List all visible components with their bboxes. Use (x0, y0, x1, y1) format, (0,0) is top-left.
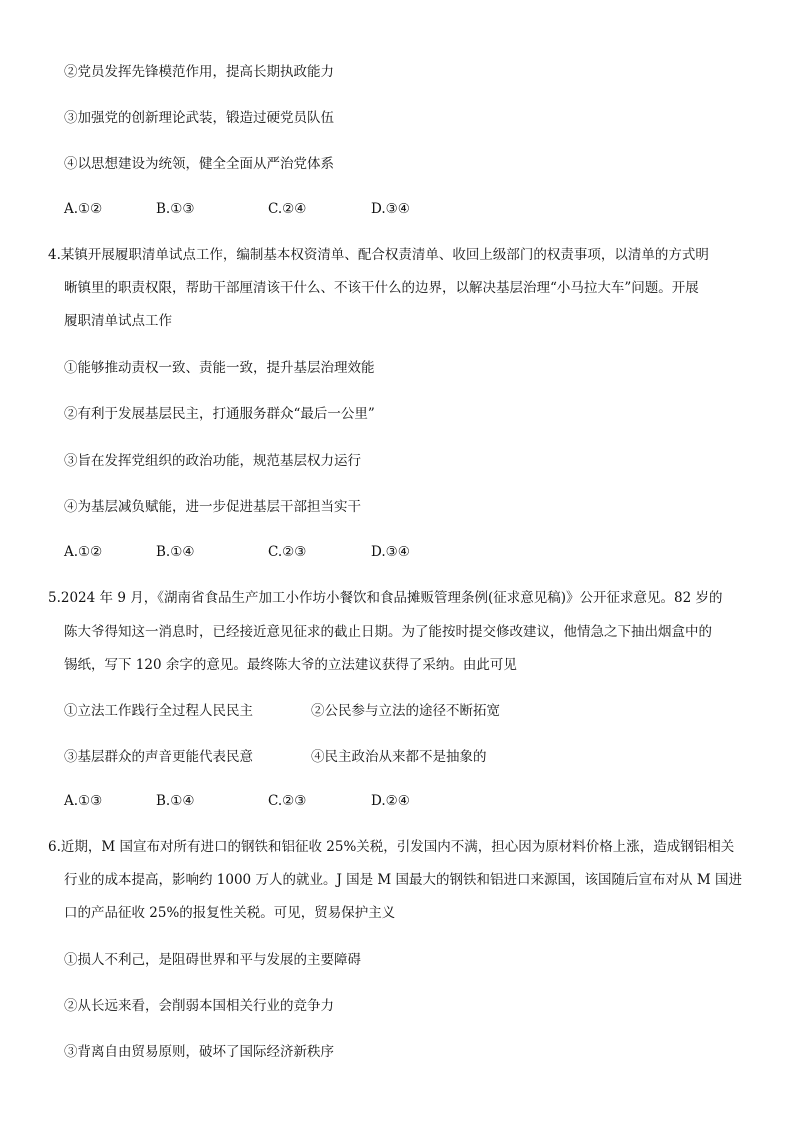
q4-stem-line-1: 4.某镇开展履职清单试点工作，编制基本权资清单、配合权责清单、收回上级部门的权责事项，以清单的方式明 (48, 247, 709, 263)
q5-item-2: ②公民参与立法的途径不断拓宽 (311, 703, 500, 719)
q5-item-1: ①立法工作践行全过程人民民主 (64, 703, 253, 719)
q3-option-b: B.①③ (156, 201, 195, 217)
q5-stem-line-2: 陈大爷得知这一消息时，已经接近意见征求的截止日期。为了能按时提交修改建议，他情急之下抽出烟盒中的 (64, 624, 712, 640)
q4-option-a: A.①② (64, 544, 103, 560)
q5-item-4: ④民主政治从来都不是抽象的 (311, 749, 487, 765)
q5-option-a: A.①③ (64, 793, 103, 809)
q6-item-3: ③背离自由贸易原则，破坏了国际经济新秩序 (64, 1044, 334, 1060)
q5-option-d: D.②④ (371, 793, 410, 809)
q3-option-a: A.①② (64, 201, 103, 217)
q5-option-b: B.①④ (156, 793, 195, 809)
q3-option-c: C.②④ (268, 201, 307, 217)
q5-stem-line-1: 5.2024 年 9 月，《湖南省食品生产加工小作坊小餐饮和食品摊贩管理条例(征求意见稿)》公开征求意见。82 岁的 (48, 590, 723, 606)
q4-option-c: C.②③ (268, 544, 307, 560)
q6-item-2: ②从长远来看，会削弱本国相关行业的竞争力 (64, 998, 334, 1014)
q4-option-d: D.③④ (371, 544, 410, 560)
q4-stem-line-3: 履职清单试点工作 (64, 313, 172, 329)
q6-stem-line-3: 口的产品征收 25%的报复性关税。可见，贸易保护主义 (64, 905, 396, 921)
q4-item-4: ④为基层减负赋能，进一步促进基层干部担当实干 (64, 499, 361, 515)
q3-item-3: ③加强党的创新理论武装，锻造过硬党员队伍 (64, 110, 334, 126)
q6-stem-line-1: 6.近期，M 国宣布对所有进口的钢铁和铝征收 25%关税，引发国内不满，担心因为原材料价格上涨，造成钢铝相关 (48, 839, 735, 855)
q3-item-4: ④以思想建设为统领，健全全面从严治党体系 (64, 156, 334, 172)
q4-item-1: ①能够推动责权一致、责能一致，提升基层治理效能 (64, 360, 375, 376)
q5-option-c: C.②③ (268, 793, 307, 809)
q4-option-b: B.①④ (156, 544, 195, 560)
q3-item-2: ②党员发挥先锋模范作用，提高长期执政能力 (64, 64, 334, 80)
q5-stem-line-3: 锡纸，写下 120 余字的意见。最终陈大爷的立法建议获得了采纳。由此可见 (64, 657, 517, 673)
q3-option-d: D.③④ (371, 201, 410, 217)
q4-stem-line-2: 晰镇里的职责权限，帮助干部厘清该干什么、不该干什么的边界，以解决基层治理“小马拉大车”问题。开展 (64, 280, 699, 296)
q6-stem-line-2: 行业的成本提高，影响约 1000 万人的就业。J 国是 M 国最大的钢铁和铝进口来源国，该国随后宣布对从 M 国进 (64, 872, 742, 888)
q4-item-3: ③旨在发挥党组织的政治功能，规范基层权力运行 (64, 453, 361, 469)
q5-item-3: ③基层群众的声音更能代表民意 (64, 749, 253, 765)
q4-item-2: ②有利于发展基层民主，打通服务群众“最后一公里” (64, 406, 375, 422)
q6-item-1: ①损人不利己，是阻碍世界和平与发展的主要障碍 (64, 952, 361, 968)
